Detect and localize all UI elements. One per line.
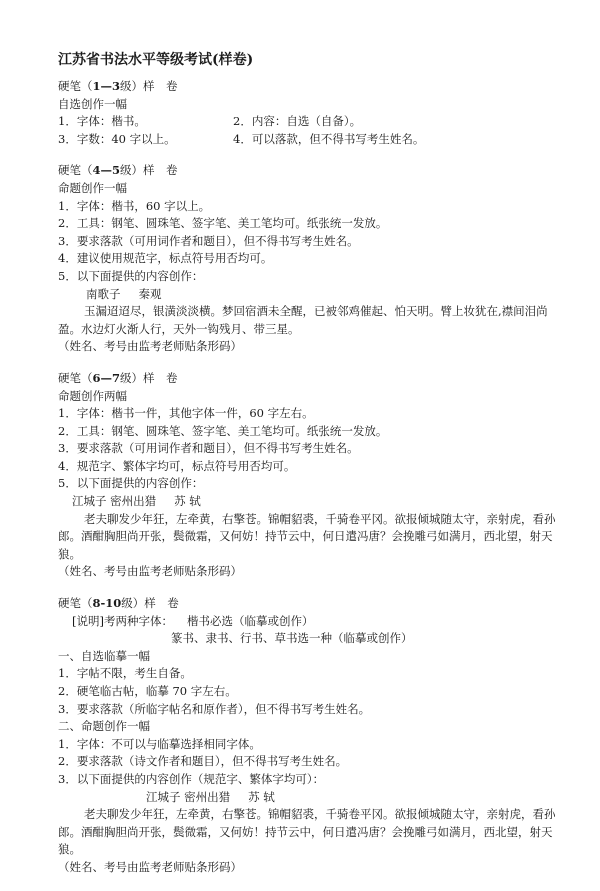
- section-heading: 硬笔（6—7级）样 卷: [58, 370, 178, 385]
- requirement-item: 3．要求落款（所临字帖名和原作者），但不得书写考生姓名。: [58, 701, 371, 716]
- barcode-note: （姓名、考号由监考老师贴条形码）: [58, 564, 242, 579]
- barcode-note: （姓名、考号由监考老师贴条形码）: [58, 859, 242, 874]
- part-heading: 二、命题创作一幅: [58, 719, 150, 734]
- section-heading: 硬笔（1—3级）样 卷: [58, 79, 178, 93]
- poem-author: 秦观: [138, 286, 162, 301]
- requirement-item: 1．字体：楷书。: [58, 114, 146, 129]
- section-heading: 硬笔（8-10级）样 卷: [58, 596, 179, 611]
- explain-item: 篆书、隶书、行书、草书选一种（临摹或创作）: [171, 631, 413, 646]
- requirement-item: 1．字体：楷书，60 字以上。: [58, 198, 211, 213]
- requirement-item: 3．要求落款（可用词作者和题目），但不得书写考生姓名。: [58, 441, 359, 456]
- poem-title: 江城子 密州出猎: [72, 494, 157, 509]
- requirement-item: 2．工具：钢笔、圆珠笔、签字笔、美工笔均可。纸张统一发放。: [58, 216, 388, 231]
- requirement-item: 2．硬笔临古帖，临摹 70 字左右。: [58, 684, 237, 698]
- poem-text: 老夫聊发少年狂，左牵黄，右擎苍。锦帽貂裘，千骑卷平冈。欲报倾城随太守，亲射虎，看孙郎。酒酣胸胆尚开张，鬓微霜，又何妨！持节云中，何日遣冯唐？会挽雕弓如满月，西北望，射天狼。: [58, 807, 556, 857]
- poem-heading: [58, 789, 558, 807]
- requirement-item: 2．要求落款（诗文作者和题目），但不得书写考生姓名。: [58, 754, 348, 769]
- explain-label: [说明]考两种字体：: [72, 613, 173, 628]
- document-page: [58, 50, 558, 891]
- barcode-note: （姓名、考号由监考老师贴条形码）: [58, 339, 242, 354]
- requirement-item: 4．建议使用规范字，标点符号用否均可。: [58, 251, 273, 266]
- requirement-item: 3．字数：40 字以上。: [58, 131, 176, 146]
- section-subheading: 命题创作一幅: [58, 180, 127, 195]
- section-level-4-5: [58, 162, 558, 356]
- poem-text: 玉漏迢迢尽，银潢淡淡横。梦回宿酒未全醒，已被邻鸡催起、怕天明。臂上妆犹在,襟间泪尚盈。水边灯火渐人行，天外一钩残月、带三星。: [58, 304, 548, 336]
- section-level-1-3: [58, 78, 558, 148]
- requirement-item: 5．以下面提供的内容创作：: [58, 268, 204, 283]
- section-subheading: 命题创作两幅: [58, 388, 127, 403]
- requirement-item: 3．以下面提供的内容创作（规范字、繁体字均可）：: [58, 771, 325, 786]
- requirement-item: 1．字体：楷书一件，其他字体一件，60 字左右。: [58, 406, 314, 421]
- requirement-item: 3．要求落款（可用词作者和题目），但不得书写考生姓名。: [58, 233, 359, 248]
- section-subheading: 自选创作一幅: [58, 96, 127, 111]
- section-level-8-10: [58, 595, 558, 877]
- requirement-item: 2．内容：自选（自备）。: [233, 114, 362, 129]
- requirement-item: 1．字帖不限，考生自备。: [58, 666, 192, 681]
- poem-text: 老夫聊发少年狂，左牵黄，右擎苍。锦帽貂裘，千骑卷平冈。欲报倾城随太守，亲射虎，看孙郎。酒酣胸胆尚开张，鬓微霜，又何妨！持节云中，何日遣冯唐？会挽雕弓如满月，西北望，射天狼。: [58, 511, 556, 561]
- requirement-item: 5．以下面提供的内容创作：: [58, 476, 204, 491]
- explain-item: 楷书必选（临摹或创作）: [186, 613, 314, 628]
- requirement-item: 4．规范字、繁体字均可，标点符号用否均可。: [58, 458, 296, 473]
- section-level-6-7: [58, 370, 558, 581]
- requirement-item: 1．字体：不可以与临摹选择相同字体。: [58, 736, 261, 751]
- requirement-row: [58, 131, 558, 149]
- part-heading: 一、自选临摹一幅: [58, 648, 150, 663]
- requirement-item: 4．可以落款，但不得书写考生姓名。: [233, 131, 425, 146]
- poem-title: 江城子 密州出猎: [146, 789, 231, 804]
- section-heading: 硬笔（4—5级）样 卷: [58, 163, 178, 178]
- explain-line: [58, 613, 558, 631]
- poem-author: 苏 轼: [174, 494, 201, 509]
- poem-heading: [58, 286, 558, 304]
- poem-heading: [58, 493, 558, 511]
- requirement-item: 2．工具：钢笔、圆珠笔、签字笔、美工笔均可。纸张统一发放。: [58, 423, 388, 438]
- poem-author: 苏 轼: [248, 789, 275, 804]
- page-title: 江苏省书法水平等级考试(样卷): [58, 52, 254, 68]
- poem-title: 南歌子: [86, 286, 121, 301]
- requirement-row: [58, 113, 558, 131]
